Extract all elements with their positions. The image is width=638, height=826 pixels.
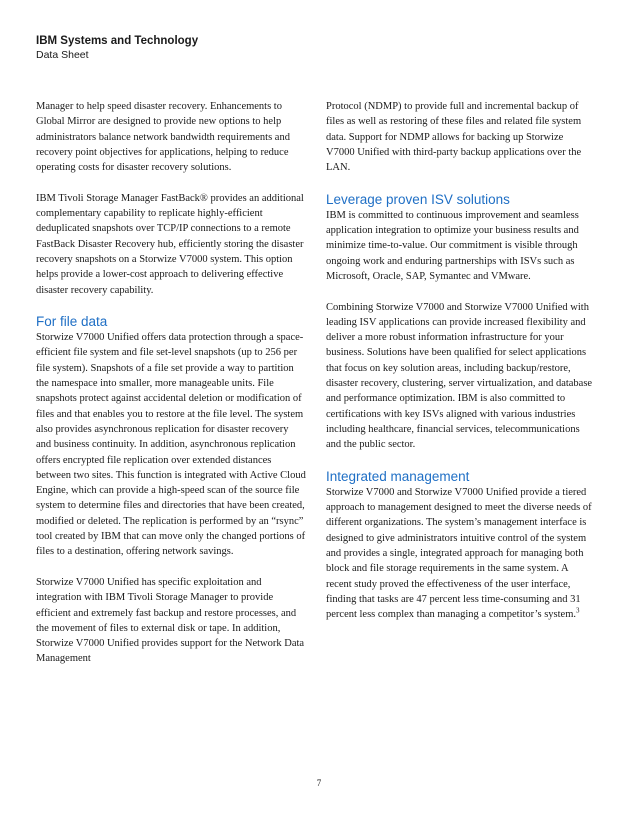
left-column xyxy=(36,99,306,682)
page-number: 7 xyxy=(316,778,322,788)
paragraph: Storwize V7000 Unified offers data protection through a space-efficient file system and file set-level snapshots (up to 256 per file system). Snapshots of a file set provide a way to partition the namespace into smaller, more manageable units. File snapshots protect against accidental deletion or modification of files and that enables you to restore at the file level. The system also provides asynchronous replication for disaster recovery and business continuity. In addition, asynchronous replication offers encrypted file replication over extended distances between two sites. This function is integrated with Active Cloud Engine, which can provide a high-speed scan of the source file system to determine files and directories that have been created, modified or deleted. The replication is performed by an “rsync” tool created by IBM that can move only the changed portions of files to a destination, offering network savings. xyxy=(36,332,306,558)
page-header xyxy=(36,34,198,62)
doc-type: Data Sheet xyxy=(36,49,89,61)
section-heading-isv: Leverage proven ISV solutions xyxy=(326,191,510,207)
paragraph: IBM Tivoli Storage Manager FastBack® provides an additional complementary capability to replicate highly-efficient deduplicated snapshots over TCP/IP connections to a remote FastBack Disaster Recovery hub, efficiently storing the disaster recovery snapshots on a Storwize V7000 system. This option helps provide a lower-cost approach to delivering effective disaster recovery capability. xyxy=(36,192,304,296)
footnote-marker[interactable]: 3 xyxy=(576,606,580,615)
paragraph: Storwize V7000 Unified has specific exploitation and integration with IBM Tivoli Storage Manager to provide efficient and extremely fast backup and restore processes, and the movement of files to external disk or tape. In addition, Storwize V7000 Unified provides support for the Network Data Management xyxy=(36,576,305,665)
section-heading-file-data: For file data xyxy=(36,314,108,330)
paragraph: Protocol (NDMP) to provide full and incremental backup of files as well as restoring of these files and related file system data. Support for NDMP allows for backing up Storwize V7000 Unified with third-party backup applications over the LAN. xyxy=(326,101,582,174)
paragraph: IBM is committed to continuous improvement and seamless application integration to optimize your business results and minimize time-to-value. Our commitment is visible through ongoing work and enduring partnerships with ISVs such as Microsoft, Oracle, SAP, Symantec and VMware. xyxy=(326,209,579,282)
right-column xyxy=(326,99,594,638)
paragraph-text: Storwize V7000 and Storwize V7000 Unified provide a tiered approach to management designed to meet the diverse needs of different organizations. The system’s management interface is designed to give administrators intuitive control of the system and provides a single, integrated approach for managing both block and file storage requirements in the same system. A recent study proved the effectiveness of the user interface, finding that tasks are 47 percent less time-consuming and 31 percent less complex than managing a competitor’s system. xyxy=(326,486,592,621)
paragraph: Manager to help speed disaster recovery. Enhancements to Global Mirror are designed to provide new options to help administrators balance network bandwidth requirements and recovery point objectives for applications, helping to reduce operating costs for disaster recovery solutions. xyxy=(36,101,290,174)
paragraph-with-footnote xyxy=(326,485,594,623)
paragraph: Combining Storwize V7000 and Storwize V7000 Unified with leading ISV applications can provide increased flexibility and deliver a more robust information infrastructure for your business. Solutions have been qualified for select applications that focus on key solution areas, including backup/restore, disaster recovery, clustering, server virtualization, and database and performance optimization. IBM is also committed to certifications with key ISVs aligned with various industries including healthcare, financial services, telecommunications and the public sector. xyxy=(326,301,593,451)
section-heading-management: Integrated management xyxy=(326,468,470,484)
brand-title: IBM Systems and Technology xyxy=(36,35,199,47)
